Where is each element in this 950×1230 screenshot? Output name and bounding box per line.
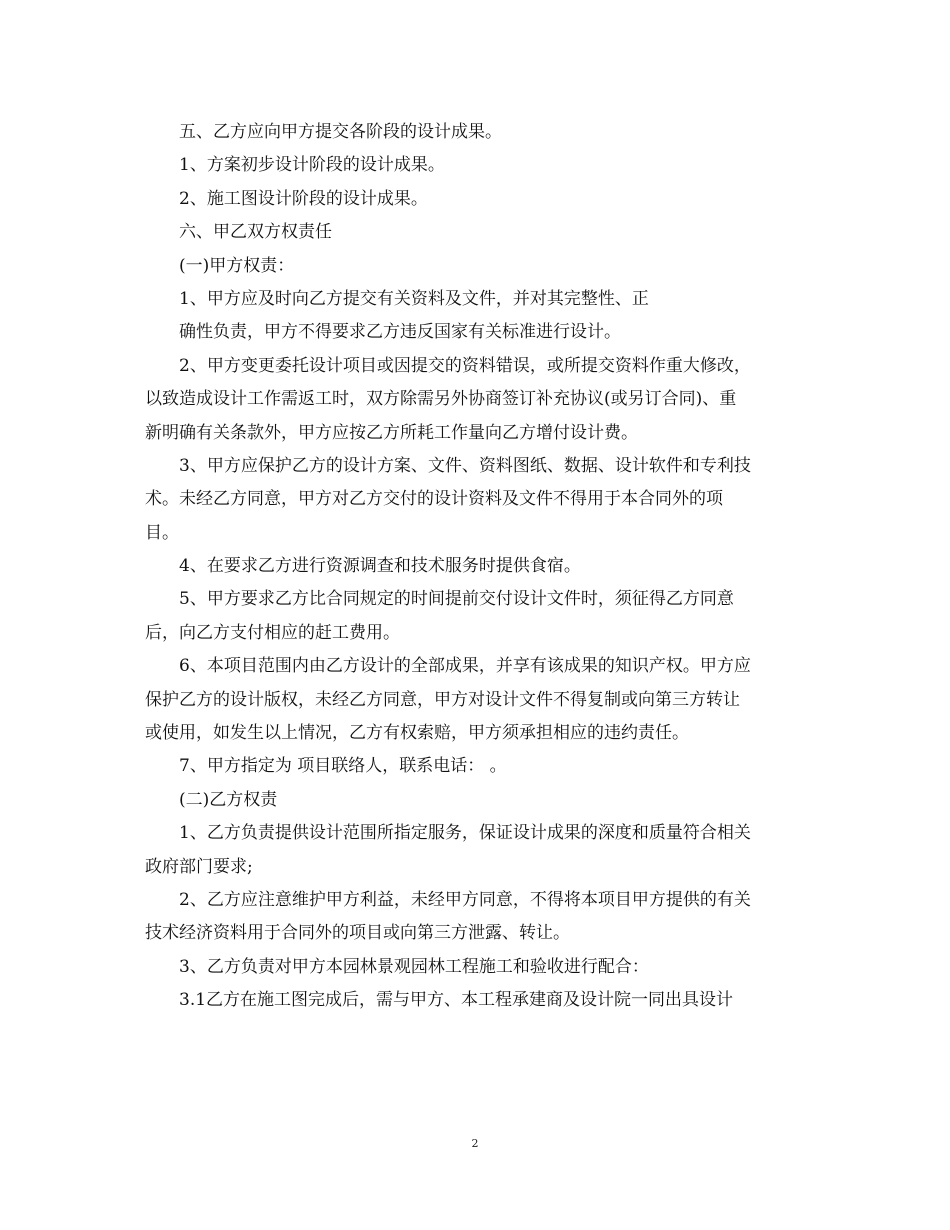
text-line: 五、乙方应向甲方提交各阶段的设计成果。 xyxy=(179,122,502,142)
text-line: 1、甲方应及时向乙方提交有关资料及文件，并对其完整性、正 xyxy=(179,288,649,309)
text-line: 以致造成设计工作需返工时，双方除需另外协商签订补充协议(或另订合同)、重 xyxy=(145,389,737,410)
page-number: 2 xyxy=(471,1137,479,1150)
text-line: 5、甲方要求乙方比合同规定的时间提前交付设计文件时，须征得乙方同意 xyxy=(179,589,734,610)
text-line: 六、甲乙双方权责任 xyxy=(179,222,332,243)
text-line: 技术经济资料用于合同外的项目或向第三方泄露、转让。 xyxy=(145,923,570,944)
text-line: 3、甲方应保护乙方的设计方案、文件、资料图纸、数据、设计软件和专利技 xyxy=(179,455,751,476)
text-line: 7、甲方指定为 项目联络人，联系电话： 。 xyxy=(179,756,507,777)
text-line: 政府部门要求; xyxy=(145,856,253,877)
text-line: 4、在要求乙方进行资源调查和技术服务时提供食宿。 xyxy=(179,556,581,577)
text-line: 2、乙方应注意维护甲方利益，未经甲方同意，不得将本项目甲方提供的有关 xyxy=(179,889,751,910)
text-line: 术。未经乙方同意，甲方对乙方交付的设计资料及文件不得用于本合同外的项 xyxy=(145,489,723,510)
text-line: 保护乙方的设计版权，未经乙方同意，甲方对设计文件不得复制或向第三方转让 xyxy=(145,689,740,710)
document-body xyxy=(145,116,815,1018)
text-line: 目。 xyxy=(145,522,179,543)
text-line: 3.1乙方在施工图完成后，需与甲方、本工程承建商及设计院一同出具设计 xyxy=(179,990,734,1011)
text-line: 或使用，如发生以上情况，乙方有权索赔，甲方须承担相应的违约责任。 xyxy=(145,723,689,744)
text-line: 6、本项目范围内由乙方设计的全部成果，并享有该成果的知识产权。甲方应 xyxy=(179,656,751,677)
text-line: 1、方案初步设计阶段的设计成果。 xyxy=(179,155,445,176)
text-line: 后，向乙方支付相应的赶工费用。 xyxy=(145,622,400,643)
text-line: 3、乙方负责对甲方本园林景观园林工程施工和验收进行配合： xyxy=(179,956,649,977)
text-line: (一)甲方权责： xyxy=(179,255,295,276)
text-line: 新明确有关条款外，甲方应按乙方所耗工作量向乙方增付设计费。 xyxy=(145,422,638,443)
text-line: 2、施工图设计阶段的设计成果。 xyxy=(179,188,428,209)
text-line: 1、乙方负责提供设计范围所指定服务，保证设计成果的深度和质量符合相关 xyxy=(179,823,751,844)
text-line: 2、甲方变更委托设计项目或因提交的资料错误，或所提交资料作重大修改， xyxy=(179,355,751,376)
text-line: 确性负责，甲方不得要求乙方违反国家有关标准进行设计。 xyxy=(179,322,621,343)
text-line: (二)乙方权责 xyxy=(179,789,278,810)
